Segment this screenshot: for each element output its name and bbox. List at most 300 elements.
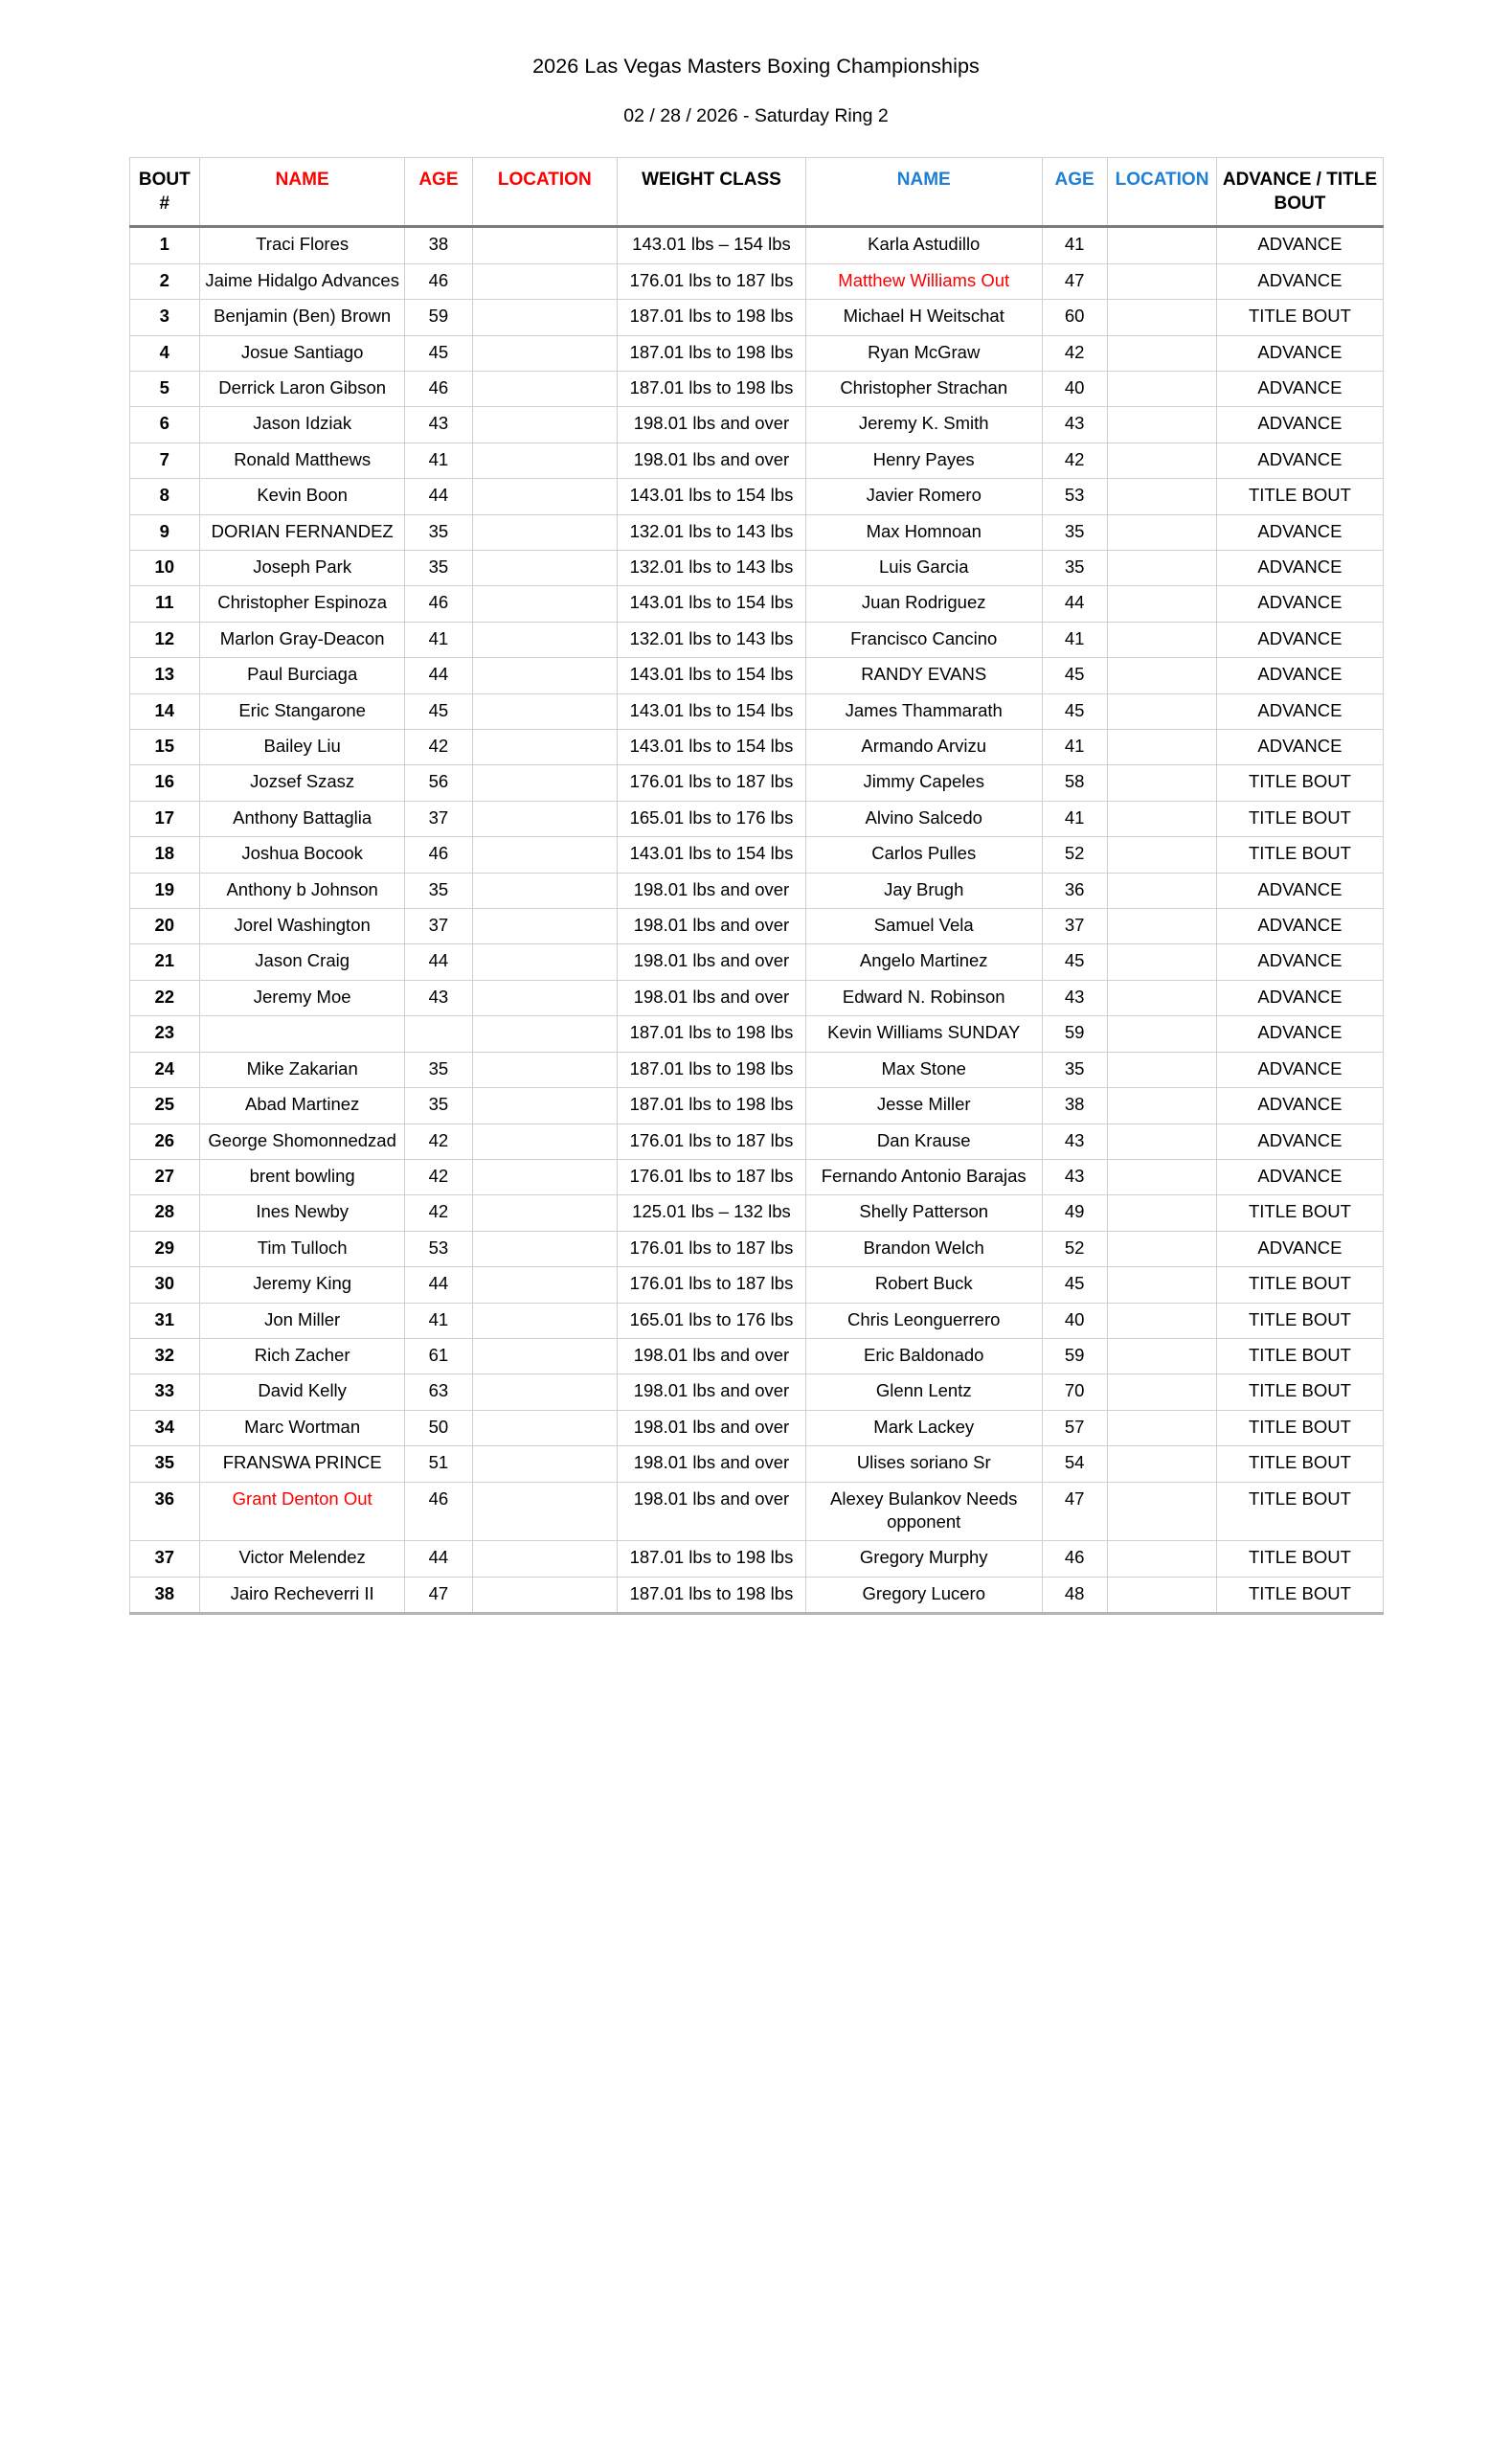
table-row — [129, 730, 1383, 765]
weight-class-cell: 132.01 lbs to 143 lbs — [618, 514, 806, 550]
advance-title-bout-cell: ADVANCE — [1217, 944, 1383, 980]
advance-title-bout-cell: TITLE BOUT — [1217, 1410, 1383, 1445]
blue-corner-location-cell — [1107, 551, 1217, 586]
blue-corner-age-cell: 41 — [1042, 801, 1107, 836]
red-corner-location-cell — [472, 1052, 617, 1087]
advance-title-bout-cell: ADVANCE — [1217, 693, 1383, 729]
weight-class-cell: 198.01 lbs and over — [618, 443, 806, 478]
red-corner-name-cell: Jeremy King — [200, 1267, 405, 1303]
red-corner-name-cell: DORIAN FERNANDEZ — [200, 514, 405, 550]
blue-corner-location-cell — [1107, 1577, 1217, 1613]
blue-corner-name-cell: Ryan McGraw — [805, 335, 1042, 371]
table-row — [129, 765, 1383, 801]
blue-corner-location-cell — [1107, 1231, 1217, 1266]
blue-corner-age-cell: 52 — [1042, 1231, 1107, 1266]
red-corner-name-cell: FRANSWA PRINCE — [200, 1446, 405, 1482]
blue-corner-location-cell — [1107, 1446, 1217, 1482]
blue-corner-name-cell: Angelo Martinez — [805, 944, 1042, 980]
table-row — [129, 909, 1383, 944]
table-row — [129, 873, 1383, 908]
advance-title-bout-cell: ADVANCE — [1217, 371, 1383, 406]
bouts-table-container — [129, 157, 1384, 1615]
red-corner-age-cell: 37 — [405, 909, 472, 944]
blue-corner-name-cell: Mark Lackey — [805, 1410, 1042, 1445]
red-corner-age-cell: 41 — [405, 622, 472, 657]
page-subtitle: 02 / 28 / 2026 - Saturday Ring 2 — [623, 104, 889, 126]
red-corner-age-cell: 46 — [405, 586, 472, 622]
bout-number-cell: 23 — [129, 1016, 200, 1052]
weight-class-cell: 187.01 lbs to 198 lbs — [618, 1052, 806, 1087]
red-corner-age-cell: 46 — [405, 837, 472, 873]
blue-corner-name-cell: Matthew Williams Out — [805, 263, 1042, 299]
header-row — [129, 158, 1383, 227]
table-row — [129, 1374, 1383, 1410]
table-row — [129, 407, 1383, 443]
weight-class-cell: 176.01 lbs to 187 lbs — [618, 1124, 806, 1159]
blue-corner-age-cell: 45 — [1042, 693, 1107, 729]
red-corner-name-cell: Jozsef Szasz — [200, 765, 405, 801]
blue-corner-location-cell — [1107, 693, 1217, 729]
blue-corner-age-cell: 37 — [1042, 909, 1107, 944]
red-corner-age-cell: 44 — [405, 1541, 472, 1577]
red-corner-location-cell — [472, 1577, 617, 1613]
weight-class-cell: 198.01 lbs and over — [618, 873, 806, 908]
table-row — [129, 1088, 1383, 1124]
red-corner-location-cell — [472, 1482, 617, 1541]
column-header-weight-class: WEIGHT CLASS — [618, 158, 806, 227]
bout-number-cell: 10 — [129, 551, 200, 586]
table-row — [129, 1231, 1383, 1266]
advance-title-bout-cell: TITLE BOUT — [1217, 1446, 1383, 1482]
weight-class-cell: 198.01 lbs and over — [618, 944, 806, 980]
bout-number-cell: 19 — [129, 873, 200, 908]
advance-title-bout-cell: ADVANCE — [1217, 1088, 1383, 1124]
red-corner-age-cell: 43 — [405, 407, 472, 443]
bout-number-cell: 12 — [129, 622, 200, 657]
weight-class-cell: 198.01 lbs and over — [618, 407, 806, 443]
blue-corner-age-cell: 43 — [1042, 1124, 1107, 1159]
blue-corner-location-cell — [1107, 227, 1217, 263]
blue-corner-age-cell: 40 — [1042, 371, 1107, 406]
blue-corner-name-cell: Robert Buck — [805, 1267, 1042, 1303]
blue-corner-name-cell: Armando Arvizu — [805, 730, 1042, 765]
advance-title-bout-cell: ADVANCE — [1217, 873, 1383, 908]
advance-title-bout-cell: TITLE BOUT — [1217, 1541, 1383, 1577]
red-corner-location-cell — [472, 693, 617, 729]
weight-class-cell: 176.01 lbs to 187 lbs — [618, 765, 806, 801]
blue-corner-location-cell — [1107, 1338, 1217, 1374]
weight-class-cell: 176.01 lbs to 187 lbs — [618, 1159, 806, 1194]
table-row — [129, 622, 1383, 657]
column-header-bout: BOUT # — [129, 158, 200, 227]
table-row — [129, 693, 1383, 729]
table-row — [129, 837, 1383, 873]
bout-number-cell: 6 — [129, 407, 200, 443]
blue-corner-name-cell: Alvino Salcedo — [805, 801, 1042, 836]
blue-corner-location-cell — [1107, 1088, 1217, 1124]
red-corner-location-cell — [472, 1541, 617, 1577]
blue-corner-age-cell: 49 — [1042, 1195, 1107, 1231]
red-corner-location-cell — [472, 1267, 617, 1303]
table-row — [129, 371, 1383, 406]
red-corner-age-cell: 42 — [405, 1159, 472, 1194]
weight-class-cell: 165.01 lbs to 176 lbs — [618, 1303, 806, 1338]
column-header-name-blue: NAME — [805, 158, 1042, 227]
bout-number-cell: 8 — [129, 479, 200, 514]
weight-class-cell: 187.01 lbs to 198 lbs — [618, 1577, 806, 1613]
blue-corner-age-cell: 47 — [1042, 1482, 1107, 1541]
red-corner-age-cell: 44 — [405, 658, 472, 693]
blue-corner-name-cell: Brandon Welch — [805, 1231, 1042, 1266]
red-corner-location-cell — [472, 801, 617, 836]
red-corner-name-cell: Jaime Hidalgo Advances — [200, 263, 405, 299]
advance-title-bout-cell: TITLE BOUT — [1217, 837, 1383, 873]
weight-class-cell: 187.01 lbs to 198 lbs — [618, 1541, 806, 1577]
red-corner-location-cell — [472, 1195, 617, 1231]
red-corner-name-cell: Anthony b Johnson — [200, 873, 405, 908]
bout-number-cell: 4 — [129, 335, 200, 371]
weight-class-cell: 187.01 lbs to 198 lbs — [618, 371, 806, 406]
bout-number-cell: 34 — [129, 1410, 200, 1445]
blue-corner-location-cell — [1107, 371, 1217, 406]
red-corner-age-cell: 45 — [405, 693, 472, 729]
bout-number-cell: 29 — [129, 1231, 200, 1266]
column-header-advance-title-bout: ADVANCE / TITLE BOUT — [1217, 158, 1383, 227]
bout-number-cell: 5 — [129, 371, 200, 406]
red-corner-age-cell: 59 — [405, 300, 472, 335]
blue-corner-location-cell — [1107, 1541, 1217, 1577]
weight-class-cell: 198.01 lbs and over — [618, 1338, 806, 1374]
red-corner-name-cell: Jairo Recheverri II — [200, 1577, 405, 1613]
advance-title-bout-cell: ADVANCE — [1217, 1124, 1383, 1159]
red-corner-name-cell — [200, 1016, 405, 1052]
weight-class-cell: 125.01 lbs – 132 lbs — [618, 1195, 806, 1231]
weight-class-cell: 187.01 lbs to 198 lbs — [618, 1088, 806, 1124]
red-corner-name-cell: Joseph Park — [200, 551, 405, 586]
bout-number-cell: 22 — [129, 980, 200, 1015]
red-corner-age-cell: 46 — [405, 1482, 472, 1541]
blue-corner-location-cell — [1107, 300, 1217, 335]
red-corner-name-cell: Anthony Battaglia — [200, 801, 405, 836]
advance-title-bout-cell: ADVANCE — [1217, 551, 1383, 586]
blue-corner-age-cell: 41 — [1042, 730, 1107, 765]
blue-corner-location-cell — [1107, 514, 1217, 550]
bout-number-cell: 32 — [129, 1338, 200, 1374]
table-row — [129, 1482, 1383, 1541]
red-corner-age-cell: 35 — [405, 1052, 472, 1087]
blue-corner-location-cell — [1107, 873, 1217, 908]
red-corner-name-cell: Victor Melendez — [200, 1541, 405, 1577]
blue-corner-age-cell: 44 — [1042, 586, 1107, 622]
weight-class-cell: 187.01 lbs to 198 lbs — [618, 335, 806, 371]
blue-corner-location-cell — [1107, 622, 1217, 657]
blue-corner-age-cell: 48 — [1042, 1577, 1107, 1613]
blue-corner-name-cell: Juan Rodriguez — [805, 586, 1042, 622]
blue-corner-name-cell: Jesse Miller — [805, 1088, 1042, 1124]
table-row — [129, 335, 1383, 371]
blue-corner-age-cell: 54 — [1042, 1446, 1107, 1482]
table-row — [129, 586, 1383, 622]
bout-number-cell: 14 — [129, 693, 200, 729]
blue-corner-location-cell — [1107, 765, 1217, 801]
red-corner-name-cell: Mike Zakarian — [200, 1052, 405, 1087]
red-corner-name-cell: Eric Stangarone — [200, 693, 405, 729]
red-corner-location-cell — [472, 944, 617, 980]
red-corner-location-cell — [472, 263, 617, 299]
red-corner-age-cell: 43 — [405, 980, 472, 1015]
red-corner-age-cell: 35 — [405, 551, 472, 586]
advance-title-bout-cell: ADVANCE — [1217, 1052, 1383, 1087]
bout-number-cell: 9 — [129, 514, 200, 550]
red-corner-age-cell: 44 — [405, 944, 472, 980]
blue-corner-location-cell — [1107, 658, 1217, 693]
table-row — [129, 980, 1383, 1015]
blue-corner-name-cell: Shelly Patterson — [805, 1195, 1042, 1231]
red-corner-age-cell: 56 — [405, 765, 472, 801]
blue-corner-name-cell: Francisco Cancino — [805, 622, 1042, 657]
blue-corner-age-cell: 38 — [1042, 1088, 1107, 1124]
advance-title-bout-cell: TITLE BOUT — [1217, 1195, 1383, 1231]
red-corner-location-cell — [472, 980, 617, 1015]
red-corner-location-cell — [472, 227, 617, 263]
red-corner-age-cell: 41 — [405, 1303, 472, 1338]
blue-corner-name-cell: Javier Romero — [805, 479, 1042, 514]
red-corner-location-cell — [472, 622, 617, 657]
table-header — [129, 158, 1383, 227]
red-corner-location-cell — [472, 730, 617, 765]
table-row — [129, 1338, 1383, 1374]
blue-corner-age-cell: 70 — [1042, 1374, 1107, 1410]
bout-number-cell: 27 — [129, 1159, 200, 1194]
blue-corner-location-cell — [1107, 1052, 1217, 1087]
bout-number-cell: 21 — [129, 944, 200, 980]
red-corner-name-cell: Paul Burciaga — [200, 658, 405, 693]
red-corner-name-cell: Grant Denton Out — [200, 1482, 405, 1541]
table-row — [129, 944, 1383, 980]
red-corner-age-cell: 42 — [405, 1195, 472, 1231]
red-corner-age-cell: 51 — [405, 1446, 472, 1482]
blue-corner-name-cell: Kevin Williams SUNDAY — [805, 1016, 1042, 1052]
bout-number-cell: 20 — [129, 909, 200, 944]
advance-title-bout-cell: ADVANCE — [1217, 909, 1383, 944]
weight-class-cell: 143.01 lbs to 154 lbs — [618, 730, 806, 765]
blue-corner-name-cell: Luis Garcia — [805, 551, 1042, 586]
blue-corner-name-cell: Dan Krause — [805, 1124, 1042, 1159]
red-corner-age-cell: 42 — [405, 1124, 472, 1159]
bout-number-cell: 31 — [129, 1303, 200, 1338]
blue-corner-location-cell — [1107, 479, 1217, 514]
blue-corner-name-cell: Jay Brugh — [805, 873, 1042, 908]
advance-title-bout-cell: TITLE BOUT — [1217, 1577, 1383, 1613]
red-corner-age-cell: 63 — [405, 1374, 472, 1410]
red-corner-location-cell — [472, 586, 617, 622]
column-header-name-red: NAME — [200, 158, 405, 227]
blue-corner-location-cell — [1107, 980, 1217, 1015]
column-header-location-blue: LOCATION — [1107, 158, 1217, 227]
blue-corner-name-cell: Ulises soriano Sr — [805, 1446, 1042, 1482]
bout-number-cell: 25 — [129, 1088, 200, 1124]
blue-corner-age-cell: 52 — [1042, 837, 1107, 873]
blue-corner-location-cell — [1107, 1482, 1217, 1541]
red-corner-age-cell: 53 — [405, 1231, 472, 1266]
red-corner-name-cell: Marlon Gray-Deacon — [200, 622, 405, 657]
red-corner-location-cell — [472, 837, 617, 873]
advance-title-bout-cell: ADVANCE — [1217, 586, 1383, 622]
advance-title-bout-cell: TITLE BOUT — [1217, 1374, 1383, 1410]
red-corner-location-cell — [472, 479, 617, 514]
blue-corner-age-cell: 45 — [1042, 1267, 1107, 1303]
red-corner-location-cell — [472, 1159, 617, 1194]
blue-corner-location-cell — [1107, 837, 1217, 873]
table-row — [129, 1541, 1383, 1577]
blue-corner-name-cell: Max Stone — [805, 1052, 1042, 1087]
red-corner-age-cell: 61 — [405, 1338, 472, 1374]
red-corner-location-cell — [472, 1446, 617, 1482]
blue-corner-age-cell: 41 — [1042, 227, 1107, 263]
red-corner-name-cell: Jorel Washington — [200, 909, 405, 944]
blue-corner-age-cell: 60 — [1042, 300, 1107, 335]
red-corner-name-cell: Ines Newby — [200, 1195, 405, 1231]
red-corner-name-cell: George Shomonnedzad — [200, 1124, 405, 1159]
advance-title-bout-cell: ADVANCE — [1217, 227, 1383, 263]
blue-corner-location-cell — [1107, 443, 1217, 478]
advance-title-bout-cell: ADVANCE — [1217, 443, 1383, 478]
bout-number-cell: 1 — [129, 227, 200, 263]
blue-corner-name-cell: Jeremy K. Smith — [805, 407, 1042, 443]
blue-corner-age-cell: 43 — [1042, 980, 1107, 1015]
table-row — [129, 479, 1383, 514]
bout-number-cell: 13 — [129, 658, 200, 693]
weight-class-cell: 198.01 lbs and over — [618, 909, 806, 944]
red-corner-name-cell: Jason Craig — [200, 944, 405, 980]
blue-corner-age-cell: 36 — [1042, 873, 1107, 908]
blue-corner-name-cell: James Thammarath — [805, 693, 1042, 729]
weight-class-cell: 198.01 lbs and over — [618, 1410, 806, 1445]
red-corner-age-cell: 44 — [405, 479, 472, 514]
blue-corner-name-cell: Christopher Strachan — [805, 371, 1042, 406]
table-row — [129, 1195, 1383, 1231]
weight-class-cell: 198.01 lbs and over — [618, 1482, 806, 1541]
advance-title-bout-cell: TITLE BOUT — [1217, 1267, 1383, 1303]
blue-corner-location-cell — [1107, 263, 1217, 299]
blue-corner-location-cell — [1107, 335, 1217, 371]
red-corner-name-cell: Marc Wortman — [200, 1410, 405, 1445]
red-corner-location-cell — [472, 1374, 617, 1410]
blue-corner-name-cell: RANDY EVANS — [805, 658, 1042, 693]
blue-corner-name-cell: Karla Astudillo — [805, 227, 1042, 263]
blue-corner-location-cell — [1107, 944, 1217, 980]
red-corner-name-cell: Tim Tulloch — [200, 1231, 405, 1266]
blue-corner-age-cell: 35 — [1042, 1052, 1107, 1087]
red-corner-name-cell: Josue Santiago — [200, 335, 405, 371]
blue-corner-age-cell: 43 — [1042, 1159, 1107, 1194]
table-row — [129, 227, 1383, 263]
red-corner-name-cell: Joshua Bocook — [200, 837, 405, 873]
advance-title-bout-cell: TITLE BOUT — [1217, 479, 1383, 514]
red-corner-age-cell: 35 — [405, 873, 472, 908]
table-row — [129, 1052, 1383, 1087]
advance-title-bout-cell: ADVANCE — [1217, 730, 1383, 765]
red-corner-age-cell: 42 — [405, 730, 472, 765]
blue-corner-name-cell: Edward N. Robinson — [805, 980, 1042, 1015]
blue-corner-location-cell — [1107, 1267, 1217, 1303]
red-corner-name-cell: Jason Idziak — [200, 407, 405, 443]
advance-title-bout-cell: ADVANCE — [1217, 658, 1383, 693]
table-row — [129, 263, 1383, 299]
blue-corner-age-cell: 47 — [1042, 263, 1107, 299]
blue-corner-name-cell: Glenn Lentz — [805, 1374, 1042, 1410]
bout-number-cell: 37 — [129, 1541, 200, 1577]
red-corner-age-cell: 35 — [405, 1088, 472, 1124]
blue-corner-location-cell — [1107, 1374, 1217, 1410]
weight-class-cell: 143.01 lbs to 154 lbs — [618, 479, 806, 514]
red-corner-age-cell: 47 — [405, 1577, 472, 1613]
weight-class-cell: 143.01 lbs to 154 lbs — [618, 693, 806, 729]
advance-title-bout-cell: TITLE BOUT — [1217, 1338, 1383, 1374]
blue-corner-location-cell — [1107, 1303, 1217, 1338]
table-row — [129, 1303, 1383, 1338]
red-corner-name-cell: Abad Martinez — [200, 1088, 405, 1124]
advance-title-bout-cell: ADVANCE — [1217, 335, 1383, 371]
weight-class-cell: 176.01 lbs to 187 lbs — [618, 1267, 806, 1303]
column-header-age-red: AGE — [405, 158, 472, 227]
table-row — [129, 1267, 1383, 1303]
weight-class-cell: 198.01 lbs and over — [618, 1374, 806, 1410]
bout-number-cell: 3 — [129, 300, 200, 335]
blue-corner-name-cell: Alexey Bulankov Needs opponent — [805, 1482, 1042, 1541]
weight-class-cell: 176.01 lbs to 187 lbs — [618, 263, 806, 299]
bout-number-cell: 36 — [129, 1482, 200, 1541]
red-corner-location-cell — [472, 551, 617, 586]
blue-corner-age-cell: 46 — [1042, 1541, 1107, 1577]
blue-corner-name-cell: Eric Baldonado — [805, 1338, 1042, 1374]
advance-title-bout-cell: TITLE BOUT — [1217, 765, 1383, 801]
red-corner-location-cell — [472, 1410, 617, 1445]
blue-corner-name-cell: Gregory Lucero — [805, 1577, 1042, 1613]
red-corner-age-cell: 37 — [405, 801, 472, 836]
red-corner-name-cell: Derrick Laron Gibson — [200, 371, 405, 406]
advance-title-bout-cell: ADVANCE — [1217, 263, 1383, 299]
weight-class-cell: 187.01 lbs to 198 lbs — [618, 300, 806, 335]
red-corner-age-cell: 44 — [405, 1267, 472, 1303]
table-row — [129, 443, 1383, 478]
blue-corner-age-cell: 42 — [1042, 443, 1107, 478]
red-corner-name-cell: Rich Zacher — [200, 1338, 405, 1374]
red-corner-location-cell — [472, 335, 617, 371]
blue-corner-age-cell: 59 — [1042, 1016, 1107, 1052]
red-corner-location-cell — [472, 765, 617, 801]
blue-corner-name-cell: Fernando Antonio Barajas — [805, 1159, 1042, 1194]
blue-corner-age-cell: 53 — [1042, 479, 1107, 514]
red-corner-location-cell — [472, 1124, 617, 1159]
red-corner-location-cell — [472, 371, 617, 406]
blue-corner-name-cell: Gregory Murphy — [805, 1541, 1042, 1577]
bout-number-cell: 18 — [129, 837, 200, 873]
blue-corner-age-cell: 40 — [1042, 1303, 1107, 1338]
advance-title-bout-cell: ADVANCE — [1217, 980, 1383, 1015]
weight-class-cell: 143.01 lbs to 154 lbs — [618, 586, 806, 622]
blue-corner-age-cell: 45 — [1042, 944, 1107, 980]
red-corner-name-cell: Christopher Espinoza — [200, 586, 405, 622]
red-corner-location-cell — [472, 1231, 617, 1266]
advance-title-bout-cell: TITLE BOUT — [1217, 300, 1383, 335]
weight-class-cell: 198.01 lbs and over — [618, 980, 806, 1015]
blue-corner-location-cell — [1107, 1016, 1217, 1052]
advance-title-bout-cell: ADVANCE — [1217, 622, 1383, 657]
table-row — [129, 514, 1383, 550]
page-title: 2026 Las Vegas Masters Boxing Championships — [532, 55, 980, 78]
blue-corner-name-cell: Carlos Pulles — [805, 837, 1042, 873]
